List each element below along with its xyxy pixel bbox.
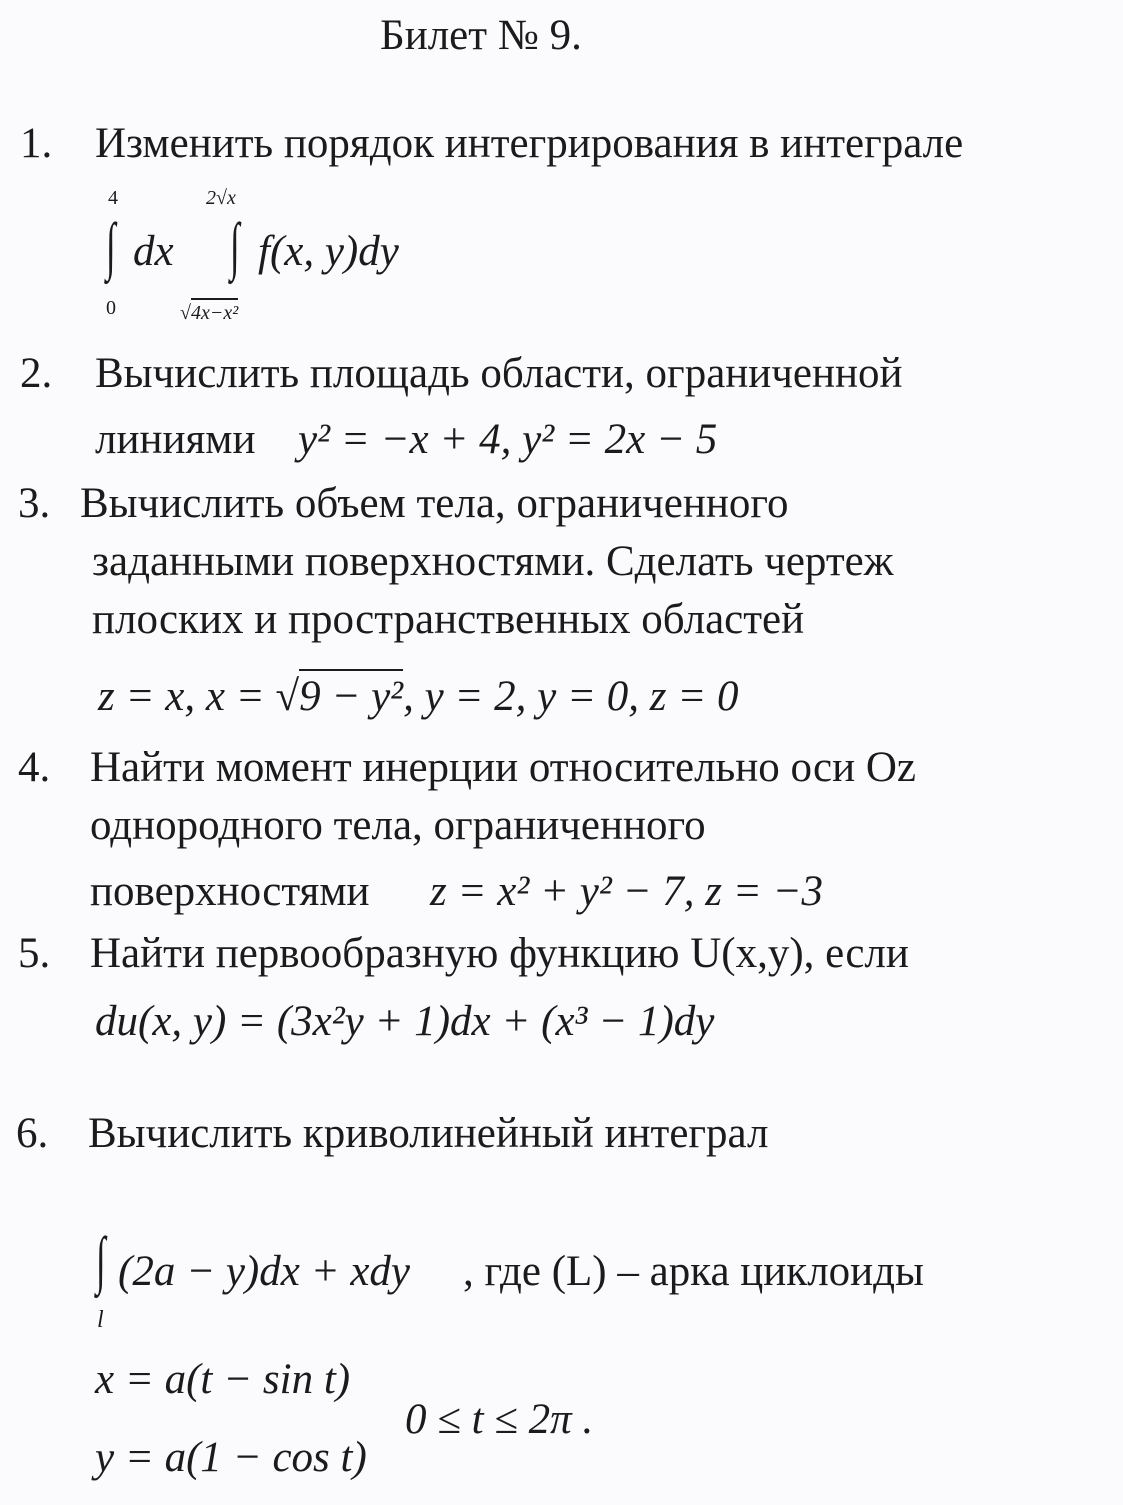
- ticket-title: Билет № 9.: [380, 12, 582, 59]
- problem-text: Вычислить криволинейный интеграл: [88, 1110, 769, 1157]
- integrand: f(x, y)dy: [258, 228, 399, 275]
- problem-number: 6.: [16, 1110, 49, 1157]
- problem-text: Изменить порядок интегрирования в интеграле: [95, 120, 964, 167]
- inertia-formula: z = x² + y² − 7, z = −3: [430, 868, 824, 915]
- line-integral-expression: (2a − y)dx + xdy: [118, 1248, 411, 1295]
- inner-lower-limit: √4x−x²: [180, 303, 238, 323]
- problem-text: Вычислить объем тела, ограниченного: [80, 480, 789, 527]
- cycloid-x-equation: x = a(t − sin t): [95, 1356, 351, 1403]
- inner-upper-limit: 2√x: [206, 187, 236, 209]
- problem-number: 2.: [20, 350, 53, 397]
- problem-text-line2: заданными поверхностями. Сделать чертеж: [92, 538, 894, 585]
- problem-text: Вычислить площадь области, ограниченной: [95, 350, 903, 397]
- line-integral-sign: ∫: [95, 1224, 106, 1295]
- integral-subscript: l: [97, 1307, 104, 1333]
- problem-number: 4.: [18, 744, 51, 791]
- outer-lower-limit: 0: [106, 297, 116, 319]
- inner-integral-sign: ∫: [229, 210, 240, 281]
- problem-text-line2: однородного тела, ограниченного: [90, 802, 706, 849]
- volume-formula: z = x, x = √9 − y², y = 2, y = 0, z = 0: [98, 675, 739, 718]
- problem-number: 3.: [18, 480, 51, 527]
- parameter-range: 0 ≤ t ≤ 2π .: [405, 1396, 594, 1443]
- problem-number: 5.: [18, 930, 51, 977]
- outer-integral-sign: ∫: [105, 210, 116, 281]
- cycloid-y-equation: y = a(1 − cos t): [95, 1434, 367, 1481]
- outer-upper-limit: 4: [108, 187, 118, 209]
- outer-differential: dx: [133, 228, 174, 275]
- problem-number: 1.: [20, 120, 53, 167]
- problem-text-line2: линиями: [95, 416, 256, 463]
- differential-formula: du(x, y) = (3x²y + 1)dx + (x³ − 1)dy: [95, 998, 715, 1045]
- problem-text: Найти момент инерции относительно оси Oz: [90, 744, 917, 791]
- line-integral-description: , где (L) – арка циклоиды: [463, 1248, 924, 1295]
- problem-text-line3: плоских и пространственных областей: [92, 596, 805, 643]
- problem-text: Найти первообразную функцию U(x,y), если: [90, 930, 909, 977]
- area-formula: y² = −x + 4, y² = 2x − 5: [298, 416, 718, 463]
- problem-text-line3: поверхностями: [90, 868, 370, 915]
